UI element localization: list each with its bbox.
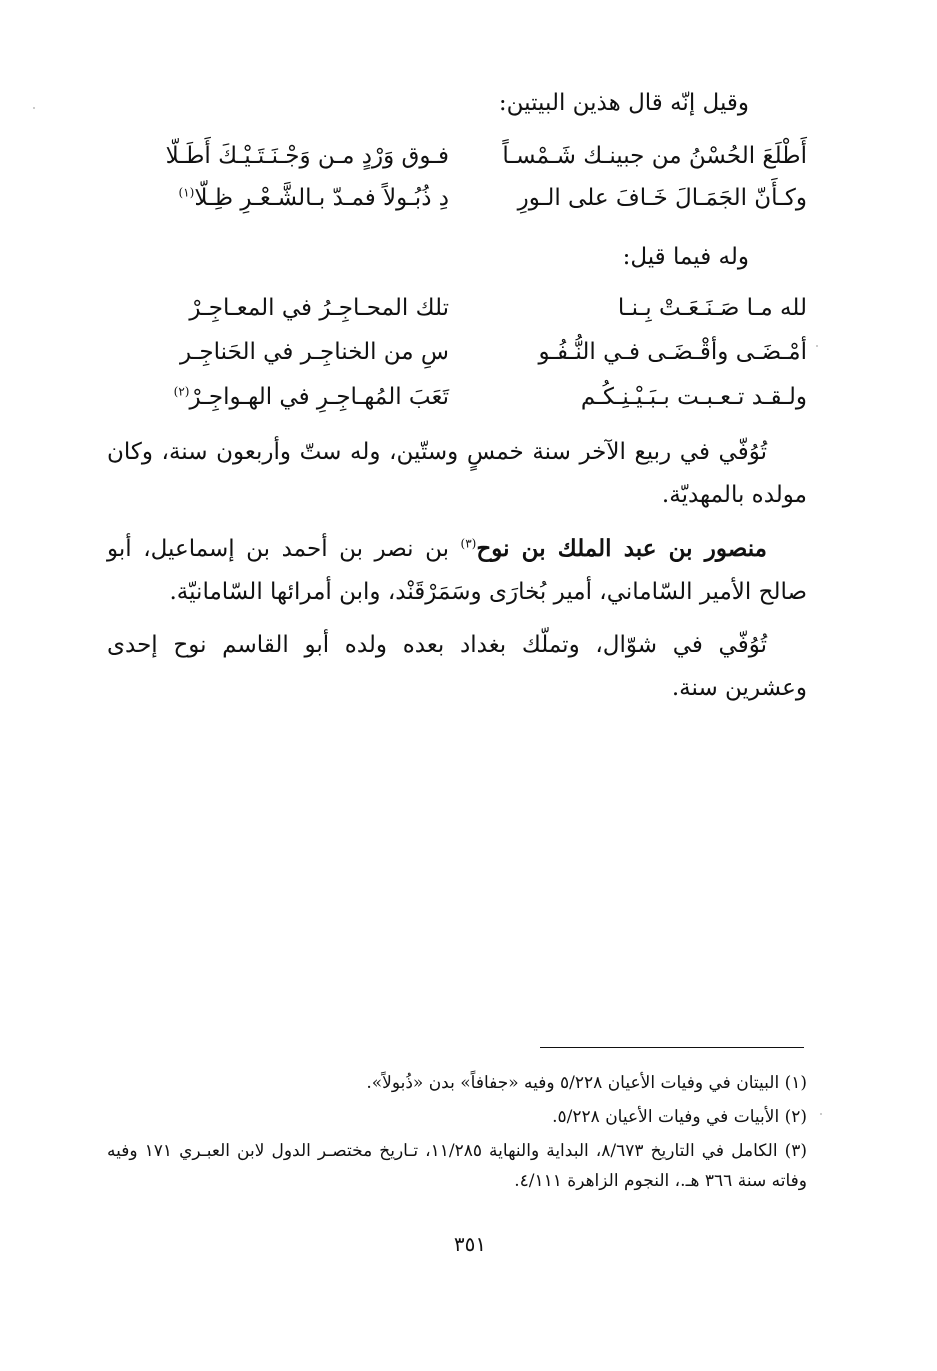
footnote-separator	[540, 1047, 804, 1048]
footnote-1: (١) البيتان في وفيات الأعيان ٥/٢٢٨ وفيه «جفافاً» بدن «ذُبولاً».	[366, 1073, 807, 1093]
footnote-marker-3: (٣)	[460, 536, 477, 551]
poem2-verse1-first-hemistich: لله مـا صَـنَـعَـتْ بِـنـا	[617, 295, 807, 321]
scan-speck	[820, 1113, 822, 1115]
poem1-verse2-second-hemistich	[178, 185, 449, 211]
poem2-verse3-first-hemistich: ولـقـد تـعـبـت بـبَـيْـنِـكُـم	[580, 384, 807, 410]
poem1-verse1-second-hemistich: فـوق وَرْدٍ مـن وَجْـنَـتَـيْـكَ أَطَـلّا	[165, 143, 449, 169]
footnote-marker-1: (١)	[178, 185, 195, 200]
footnote-2: (٢) الأبيات في وفيات الأعيان ٥/٢٢٨.	[552, 1107, 807, 1127]
scan-speck	[33, 107, 35, 109]
entry-name: منصور بن عبد الملك بن نوح	[476, 535, 767, 562]
poem2-verse2-second-hemistich: سِ من الخناجِـر في الحَناجِـر	[180, 339, 449, 365]
death-paragraph-2: تُوُفّي في شوّال، وتملّك بغداد بعده ولده أبو القاسم نوح إحدى وعشرين سنة.	[107, 632, 807, 701]
poem2-verse2-first-hemistich: أمْـضَـى وأقْـضَـى فـي النُّـفُـو	[538, 339, 807, 365]
page-number: ٣٥١	[453, 1232, 487, 1256]
intro-line-1: وقيل إنّه قال هذين البيتين:	[498, 90, 749, 116]
intro-line-2: وله فيما قيل:	[622, 244, 749, 270]
footnote-3: (٣) الكامل في التاريخ ٨/٦٧٣، البداية والنهاية ١١/٢٨٥، تـاريخ مختصـر الدول لابن العبـري ١٧١ وفيه وفاته سنة ٣٦٦ هـ.، النجوم الزاهرة ٤/١١١.	[107, 1141, 808, 1191]
poem2-verse1-second-hemistich: تلك المحـاجِـرُ في المعـاجِـرْ	[189, 295, 449, 321]
verse-text: دِ ذُبُـولاً فمـدّ بـالشَّـعْـرِ ظِـلّا	[194, 185, 449, 211]
footnote-marker-2: (٢)	[173, 384, 190, 399]
poem1-verse2-first-hemistich: وكـأَنّ الجَمَـالَ خَـافَ على الـورِ	[517, 185, 807, 211]
scan-speck	[816, 345, 818, 347]
entry-text: بن نصر بن أحمد بن إسماعيل، أبو صالح الأمير السّاماني، أمير بُخارَى وسَمَرْقَنْد، وابن أمرائها السّامانيّة.	[107, 536, 807, 605]
verse-text: تَعَبَ المُهـاجِـرِ في الهـواجِـرْ	[189, 384, 449, 410]
poem2-verse3-second-hemistich	[174, 384, 449, 410]
death-paragraph-1: تُوُفّي في ربيع الآخر سنة خمسٍ وستّين، وله ستّ وأربعون سنة، وكان مولده بالمهديّة.	[107, 439, 807, 508]
poem1-verse1-first-hemistich: أَطْلَعَ الحُسْنُ من جبينـك شَـمْسـاً	[502, 143, 807, 169]
biography-entry	[107, 527, 807, 614]
